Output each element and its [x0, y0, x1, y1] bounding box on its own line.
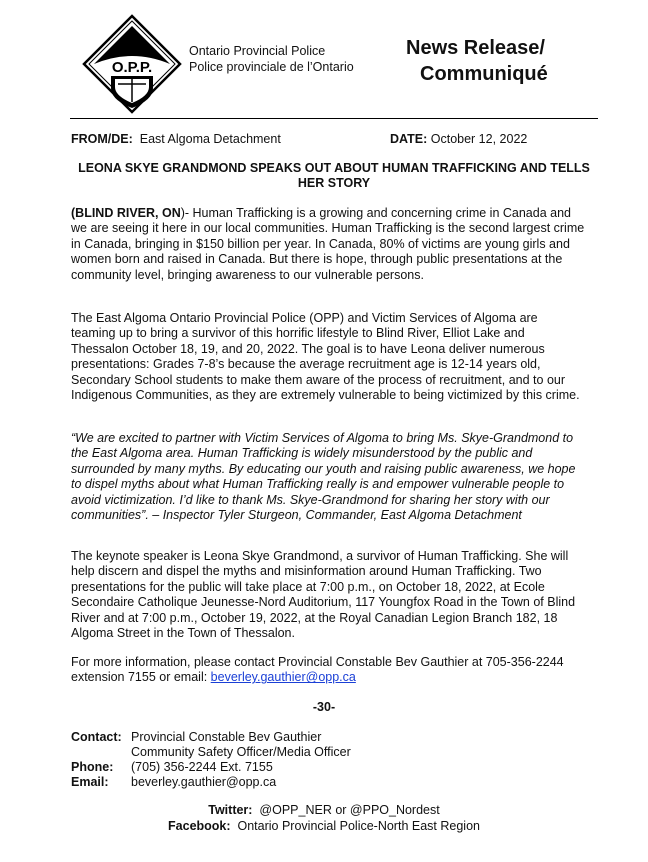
email-label: Email:: [71, 775, 109, 789]
opp-logo: [80, 12, 184, 116]
contact-role: Community Safety Officer/Media Officer: [131, 745, 351, 759]
facebook-page: Ontario Provincial Police-North East Region: [237, 819, 480, 833]
org-name-fr: Police provinciale de l’Ontario: [189, 60, 354, 74]
date-value: October 12, 2022: [430, 132, 528, 146]
paragraph-quote: “We are excited to partner with Victim Services of Algoma to bring Ms. Skye-Grandmond to the East Algoma area. Human Trafficking is widely misunderstood by the public and surrounded by many myths. By educating our youth and raising public awareness, we hope to dispel myths about what Human Trafficking really is and empower vulnerable people to avoid victimization. I’d like to thank Ms. Skye-Grandmond for sharing her story with our communities”. – Inspector Tyler Sturgeon, Commander, East Algoma Detachment: [71, 431, 576, 523]
twitter-handles: @OPP_NER or @PPO_Nordest: [259, 803, 440, 817]
more-info-text: For more information, please contact Provincial Constable Bev Gauthier at 705-356-2244 extension 7155 or email:: [71, 655, 564, 685]
from-value: East Algoma Detachment: [139, 132, 281, 146]
contact-name: Provincial Constable Bev Gauthier: [131, 730, 322, 744]
header-divider: [70, 118, 598, 119]
news-release-heading: [406, 35, 548, 87]
organization-name: [189, 43, 354, 75]
contact-email: beverley.gauthier@opp.ca: [131, 775, 277, 789]
email-link[interactable]: beverley.gauthier@opp.ca: [210, 670, 356, 685]
news-release-line1: News Release/: [406, 37, 545, 59]
end-mark: -30-: [312, 700, 336, 714]
phone-label: Phone:: [71, 760, 114, 774]
release-title: LEONA SKYE GRANDMOND SPEAKS OUT ABOUT HUMAN TRAFFICKING AND TELLS HER STORY: [78, 161, 590, 190]
paragraph-intro-text: )- Human Trafficking is a growing and concerning crime in Canada and we are seeing it here in our local communities. Human Trafficking is the second largest crime in Canada, bringing in $150 billion per year. In Canada, 80% of victims are young girls and women born and raised in Canada. But there is hope, through public presentations at the community level, bringing awareness to our vulnerable persons.: [71, 206, 585, 282]
twitter-label: Twitter:: [208, 803, 253, 817]
paragraph-keynote: The keynote speaker is Leona Skye Grandmond, a survivor of Human Trafficking. She will help discern and dispel the myths and misinformation around Human Trafficking. Two presentations for the public will take place at 7:00 p.m., on October 18, 2022, at Ecole Secondaire Catholique Jeunesse-Nord Auditorium, 117 Youngfox Road in the Town of Blind River and at 7:00 p.m., October 19, 2022, at the Royal Canadian Legion Branch 182, 18 Algoma Street in the Town of Thessalon.: [71, 549, 576, 641]
from-field: [71, 131, 281, 147]
twitter-line: [0, 802, 648, 818]
facebook-line: [0, 818, 648, 834]
from-label: FROM/DE:: [71, 132, 133, 146]
date-label: DATE:: [390, 132, 428, 146]
contact-label: Contact:: [71, 730, 122, 744]
org-name-en: Ontario Provincial Police: [189, 44, 326, 58]
paragraph-more-info: [71, 655, 585, 686]
date-field: [390, 131, 527, 147]
paragraph-intro: [71, 206, 585, 283]
facebook-label: Facebook:: [168, 819, 231, 833]
logo-text: O.P.P.: [111, 59, 153, 76]
contact-block: [71, 730, 351, 790]
dateline: (BLIND RIVER, ON: [71, 206, 181, 220]
contact-phone: (705) 356-2244 Ext. 7155: [131, 760, 273, 774]
paragraph-partnership: The East Algoma Ontario Provincial Police (OPP) and Victim Services of Algoma are teaming up to bring a survivor of this horrific lifestyle to Blind River, Elliot Lake and Thessalon October 18, 19, and 20, 2022. The goal is to have Leona deliver numerous presentations: Grades 7-8’s because the average recruitment age is 12-14 years old, Secondary School students to make them aware of the process of recruitment, and to our Indigenous Communities, as they are extremely vulnerable to being victimized by this crime.: [71, 311, 580, 403]
news-release-line2: Communiqué: [420, 63, 548, 85]
